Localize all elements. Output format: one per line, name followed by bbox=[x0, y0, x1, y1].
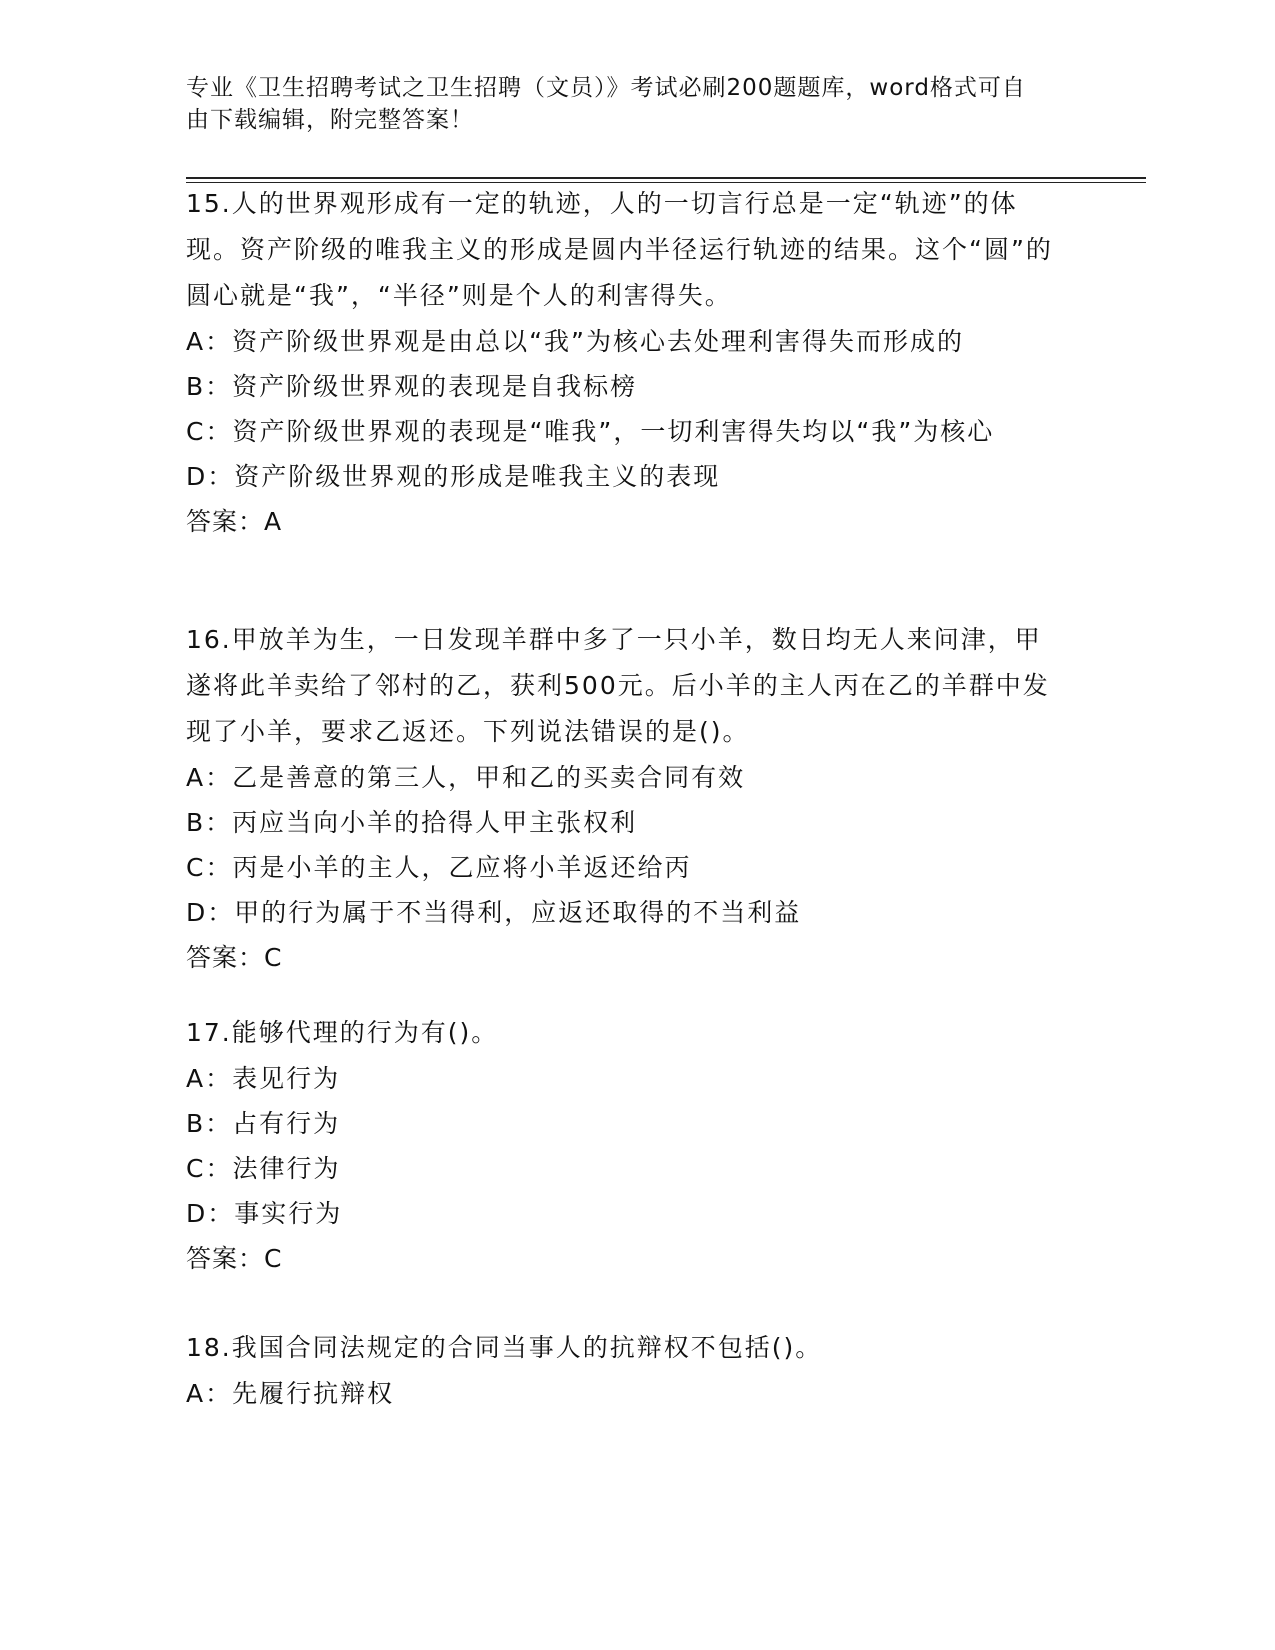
option-c: C：法律行为 bbox=[186, 1154, 341, 1183]
header-line-1: 专业《卫生招聘考试之卫生招聘（文员）》考试必刷200题题库，word格式可自 bbox=[186, 75, 1026, 101]
option-c: C：资产阶级世界观的表现是“唯我”，一切利害得失均以“我”为核心 bbox=[186, 417, 995, 446]
question-stem: 18.我国合同法规定的合同当事人的抗辩权不包括()。 bbox=[186, 1333, 823, 1362]
question-17 bbox=[186, 1010, 1066, 1282]
question-18 bbox=[186, 1325, 1066, 1416]
question-stem: 17.能够代理的行为有()。 bbox=[186, 1018, 499, 1047]
question-stem: 16.甲放羊为生，一日发现羊群中多了一只小羊，数日均无人来问津，甲遂将此羊卖给了邻村的乙，获利500元。后小羊的主人丙在乙的羊群中发现了小羊，要求乙返还。下列说法错误的是()。 bbox=[186, 625, 1050, 746]
option-b: B：占有行为 bbox=[186, 1109, 341, 1138]
option-a: A：乙是善意的第三人，甲和乙的买卖合同有效 bbox=[186, 763, 746, 792]
option-d: D：资产阶级世界观的形成是唯我主义的表现 bbox=[186, 462, 721, 491]
answer: 答案：C bbox=[186, 1244, 283, 1273]
option-a: A：先履行抗辩权 bbox=[186, 1379, 395, 1408]
option-b: B：丙应当向小羊的拾得人甲主张权利 bbox=[186, 808, 638, 837]
question-15 bbox=[186, 181, 1066, 545]
header-divider-thick bbox=[186, 177, 1146, 179]
answer: 答案：C bbox=[186, 943, 283, 972]
option-a: A：资产阶级世界观是由总以“我”为核心去处理利害得失而形成的 bbox=[186, 327, 965, 356]
question-16 bbox=[186, 617, 1066, 981]
answer: 答案：A bbox=[186, 507, 283, 536]
question-stem: 15.人的世界观形成有一定的轨迹，人的一切言行总是一定“轨迹”的体现。资产阶级的唯我主义的形成是圆内半径运行轨迹的结果。这个“圆”的圆心就是“我”，“半径”则是个人的利害得失。 bbox=[186, 189, 1053, 310]
option-b: B：资产阶级世界观的表现是自我标榜 bbox=[186, 372, 638, 401]
option-a: A：表见行为 bbox=[186, 1064, 341, 1093]
option-c: C：丙是小羊的主人，乙应将小羊返还给丙 bbox=[186, 853, 692, 882]
option-d: D：甲的行为属于不当得利，应返还取得的不当利益 bbox=[186, 898, 802, 927]
option-d: D：事实行为 bbox=[186, 1199, 343, 1228]
header-line-2: 由下载编辑，附完整答案！ bbox=[186, 107, 474, 133]
document-header bbox=[186, 72, 1066, 136]
